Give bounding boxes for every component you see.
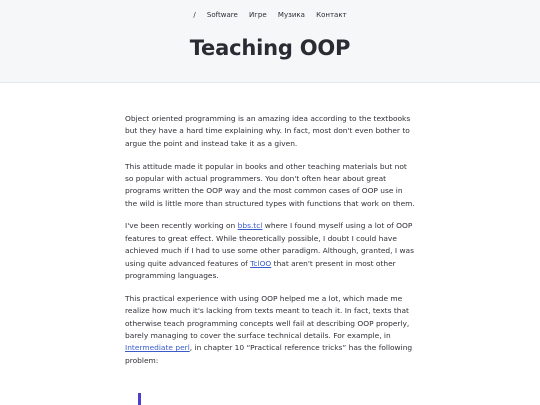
paragraph-3	[125, 220, 415, 282]
paragraph-3-text-a: I've been recently working on	[125, 221, 238, 231]
site-header	[0, 0, 540, 83]
paragraph-3-text-c: that aren't present in most other programming languages.	[125, 258, 396, 281]
tcloo-link[interactable]: TclOO	[250, 258, 272, 268]
intermediate-perl-link[interactable]: Intermediate perl	[125, 343, 190, 353]
page-title: Teaching OOP	[189, 36, 351, 60]
paragraph-4	[125, 293, 415, 367]
nav-item-software[interactable]: Software	[206, 11, 238, 19]
paragraph-1: Object oriented programming is an amazing idea according to the textbooks but they have a hard time explaining why. In fact, most don't even bother to argue the point and instead take it as a given.	[125, 114, 411, 148]
nav-home-link[interactable]: /	[193, 11, 196, 19]
blockquote-bar	[138, 393, 141, 405]
nav-item-contact[interactable]: Контакт	[316, 11, 347, 19]
paragraph-4-text-a: This practical experience with using OOP helped me a lot, which made me realize how much it's lacking from texts meant to teach it. In fact, texts that otherwise teach programming concepts well fail at describing OOP properly, barely managing to cover the surface technical details. For example, in	[125, 293, 410, 340]
nav-item-music[interactable]: Музика	[277, 11, 305, 19]
paragraph-3-text-b: where I found myself using a lot of OOP features to great effect. While theoretically possible, I doubt I could have achieved much if I had to use some other paradigm. Although, granted, I was using quite advanced features of	[125, 221, 414, 268]
paragraph-2: This attitude made it popular in books and other teaching materials but not so popular with actual programmers. You don't often hear about great programs written the OOP way and the most common cases of OOP use in the wild is little more than structured types with functions that work on them.	[125, 161, 415, 208]
nav-item-games[interactable]: Игре	[249, 11, 267, 19]
paragraph-4-text-b: , in chapter 10 “Practical reference tricks” has the following problem:	[125, 343, 413, 365]
bbs-tcl-link[interactable]: bbs.tcl	[237, 221, 263, 231]
top-nav	[0, 11, 540, 19]
article-body	[125, 113, 415, 378]
